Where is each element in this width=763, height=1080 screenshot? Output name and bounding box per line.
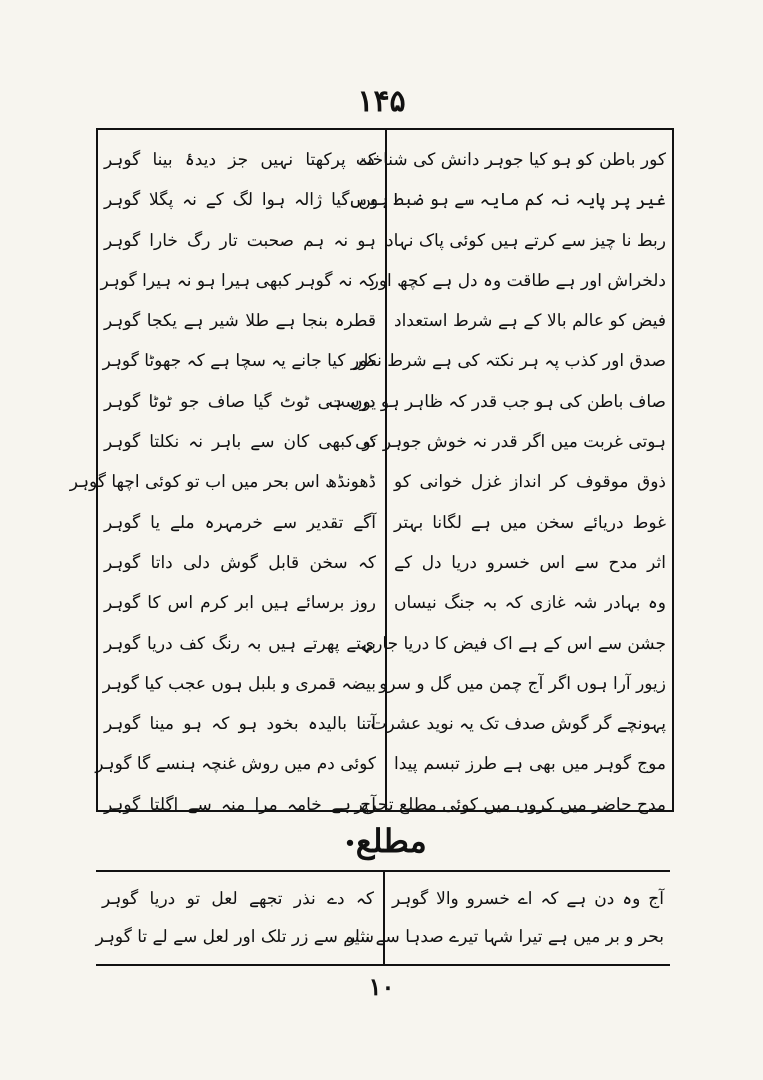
matla-left-column <box>95 880 374 956</box>
footer-number: ۱۰ <box>368 972 395 1001</box>
verse-line: بہتے پھرتے ہیں بہ رنگ کف دریا گوہر <box>104 633 376 654</box>
verse-line: غیر پر پایہ نہ کم مایہ سے ہو ضبط ہوس <box>348 190 666 211</box>
verse-line: آگے تقدیر سے خرمہرہ ملے یا گوہر <box>104 512 376 533</box>
verse-line: ہوتی غربت میں اگر قدر نہ خوش جوہر کی <box>355 432 666 453</box>
right-column <box>328 140 666 825</box>
verse-line: کور کیا جانے یہ سچا ہے کہ جھوٹا گوہر <box>102 351 376 372</box>
section-heading <box>0 822 763 860</box>
verse-line: ذوق موقوف کر انداز غزل خوانی کو <box>394 472 666 493</box>
matla-right-column <box>346 880 664 956</box>
verse-line: آج ہے خامہ مرا منہ سے اگلتا گوہر <box>104 794 376 815</box>
verse-line: بحر و بر میں ہے تیرا شہا تیرے صدہا سے نثار <box>346 927 664 947</box>
heading-text: مطلع <box>355 822 427 860</box>
page-number: ۱۴۵ <box>357 84 406 119</box>
verse-line: صدق اور کذب پہ ہر نکتہ کی ہے شرط نظر <box>353 351 666 372</box>
verse-line: یوں ہی ٹوٹ گیا صاف جو ٹوٹا گوہر <box>104 391 376 412</box>
left-column <box>69 140 376 825</box>
verse-line: کہ پرکھتا نہیں جز دیدۂ بینا گوہر <box>104 150 376 170</box>
verse-line: فیض کو عالم بالا کے ہے شرط استعداد <box>394 311 666 332</box>
verse-frame <box>69 128 674 815</box>
verse-line: موج گوہر میں بھی ہے طرز تبسم پیدا <box>394 754 666 775</box>
verse-line: کہ دے نذر تجھے لعل تو دریا گوہر <box>102 889 374 909</box>
verse-line: قطرہ بنجا ہے طلا شیر ہے یکجا گوہر <box>104 311 376 332</box>
verse-line: وہ بہادر شہ غازی کہ بہ جنگ نیساں <box>394 593 666 614</box>
verse-line: ڈھونڈھ اس بحر میں اب تو کوئی اچھا گوہر <box>69 472 376 493</box>
verse-line: صاف باطن کی ہو جب قدر کہ ظاہر ہو درست <box>328 391 666 412</box>
verse-line: ہو نہ ہم صحبت تار رگ خارا گوہر <box>104 230 376 251</box>
verse-line: آج وہ دن ہے کہ اے خسرو والا گوہر <box>392 889 664 909</box>
verse-line: زیور آرا ہوں اگر آج چمن میں گل و سرو <box>379 673 666 694</box>
verse-line: ربط نا چیز سے کرتے ہیں کوئی پاک نہاد <box>386 230 666 251</box>
verse-line: کوئی دم میں روش غنچہ ہنسے گا گوہر <box>95 754 376 775</box>
verse-line: دلخراش اور ہے طاقت وہ دل ہے کچھ اور <box>370 270 666 291</box>
matla-frame <box>96 870 670 966</box>
verse-line: بیضہ قمری و بلبل ہوں عجب کیا گوہر <box>102 673 376 694</box>
verse-line: پہونچے گر گوش صدف تک یہ نوید عشرت <box>370 714 666 735</box>
verse-line: مدح حاضر میں کروں میں کوئی مطلع تحریر <box>354 794 666 815</box>
verse-line: تو کبھی کان سے باہر نہ نکلتا گوہر <box>104 432 376 453</box>
verse-line: آتنا بالیدہ بخود ہو کہ ہو مینا گوہر <box>104 714 376 735</box>
verse-line: کہ سخن قابل گوش دلی داتا گوہر <box>104 552 376 573</box>
verse-line: بن گیا ژالہ ہوا لگ کے نہ پگلا گوہر <box>104 190 376 211</box>
verse-line: روز برسائے ہیں ابر کرم اس کا گوہر <box>104 593 376 614</box>
verse-line: سیم سے زر تلک اور لعل سے لے تا گوہر <box>95 927 374 947</box>
verse-line: اثر مدح سے اس خسرو دریا دل کے <box>394 552 666 573</box>
heading-dot: • <box>344 833 356 854</box>
verse-line: جشن سے اس کے ہے اک فیض کا دریا جاری <box>360 633 666 654</box>
verse-line: غوط دریائے سخن میں ہے لگانا بہتر <box>394 512 666 533</box>
verse-line: کور باطن کو ہو کیا جوہر دانش کی شناخت <box>355 150 666 170</box>
verse-line: کہ نہ گوہر کبھی ہیرا ہو نہ ہیرا گوہر <box>100 270 376 291</box>
